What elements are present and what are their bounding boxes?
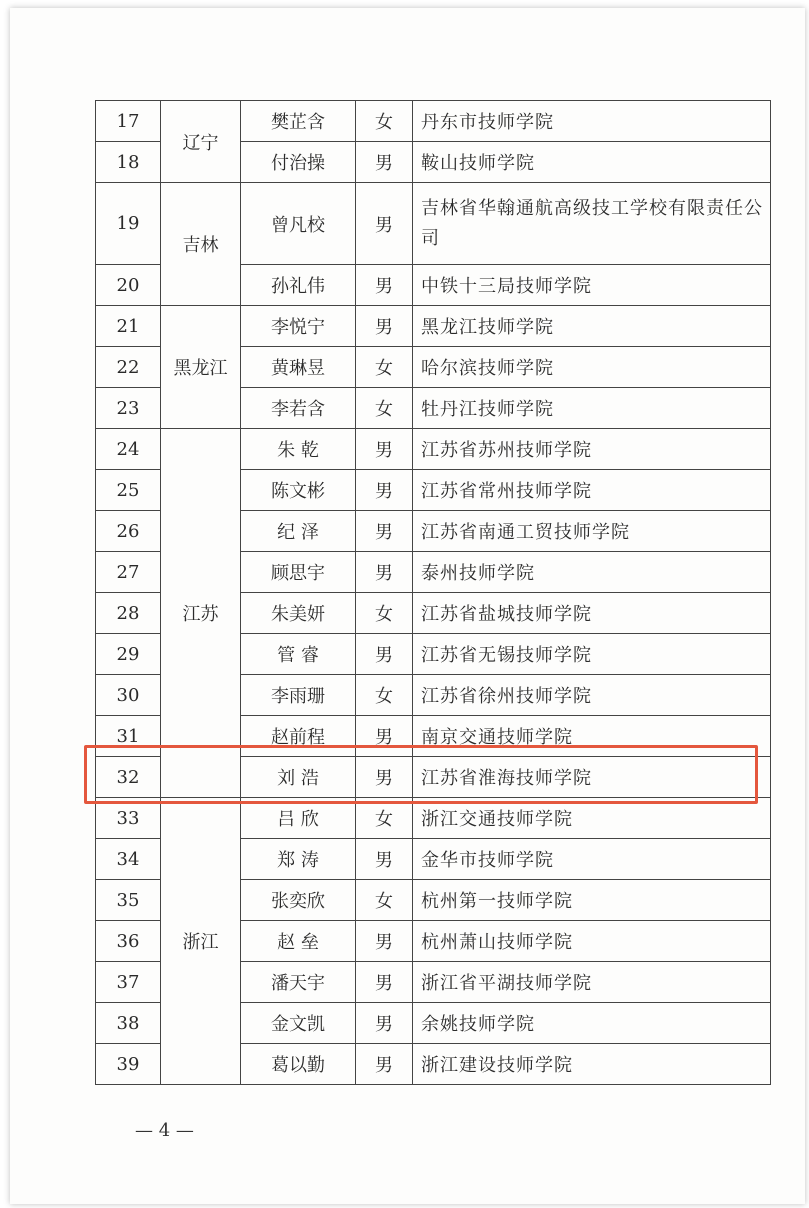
row-number: 30 bbox=[96, 675, 161, 716]
name-cell: 陈文彬 bbox=[241, 470, 356, 511]
name-cell: 管 睿 bbox=[241, 634, 356, 675]
province-cell: 江苏 bbox=[161, 429, 241, 798]
row-number: 32 bbox=[96, 757, 161, 798]
row-number: 23 bbox=[96, 388, 161, 429]
organization-cell: 江苏省盐城技师学院 bbox=[413, 593, 771, 634]
gender-cell: 男 bbox=[356, 757, 413, 798]
table-row bbox=[96, 429, 771, 470]
organization-cell: 江苏省徐州技师学院 bbox=[413, 675, 771, 716]
gender-cell: 男 bbox=[356, 921, 413, 962]
organization-cell: 杭州第一技师学院 bbox=[413, 880, 771, 921]
gender-cell: 男 bbox=[356, 716, 413, 757]
name-cell: 黄琳昱 bbox=[241, 347, 356, 388]
row-number: 34 bbox=[96, 839, 161, 880]
organization-cell: 江苏省淮海技师学院 bbox=[413, 757, 771, 798]
row-number: 21 bbox=[96, 306, 161, 347]
row-number: 39 bbox=[96, 1044, 161, 1085]
gender-cell: 男 bbox=[356, 183, 413, 265]
name-cell: 李雨珊 bbox=[241, 675, 356, 716]
province-cell: 吉林 bbox=[161, 183, 241, 306]
organization-cell: 牡丹江技师学院 bbox=[413, 388, 771, 429]
row-number: 31 bbox=[96, 716, 161, 757]
table-row bbox=[96, 306, 771, 347]
row-number: 28 bbox=[96, 593, 161, 634]
organization-cell: 江苏省常州技师学院 bbox=[413, 470, 771, 511]
name-cell: 赵 垒 bbox=[241, 921, 356, 962]
row-number: 26 bbox=[96, 511, 161, 552]
row-number: 24 bbox=[96, 429, 161, 470]
name-cell: 孙礼伟 bbox=[241, 265, 356, 306]
name-cell: 李悦宁 bbox=[241, 306, 356, 347]
gender-cell: 女 bbox=[356, 347, 413, 388]
organization-cell: 浙江省平湖技师学院 bbox=[413, 962, 771, 1003]
name-cell: 金文凯 bbox=[241, 1003, 356, 1044]
gender-cell: 女 bbox=[356, 101, 413, 142]
row-number: 19 bbox=[96, 183, 161, 265]
page-number: — 4 — bbox=[135, 1120, 194, 1141]
gender-cell: 男 bbox=[356, 306, 413, 347]
province-cell: 浙江 bbox=[161, 798, 241, 1085]
organization-cell: 中铁十三局技师学院 bbox=[413, 265, 771, 306]
row-number: 20 bbox=[96, 265, 161, 306]
name-cell: 郑 涛 bbox=[241, 839, 356, 880]
organization-cell: 浙江建设技师学院 bbox=[413, 1044, 771, 1085]
organization-cell: 泰州技师学院 bbox=[413, 552, 771, 593]
organization-cell: 吉林省华翰通航高级技工学校有限责任公司 bbox=[413, 183, 771, 265]
gender-cell: 男 bbox=[356, 634, 413, 675]
row-number: 29 bbox=[96, 634, 161, 675]
row-number: 18 bbox=[96, 142, 161, 183]
row-number: 17 bbox=[96, 101, 161, 142]
name-cell: 曾凡校 bbox=[241, 183, 356, 265]
name-cell: 顾思宇 bbox=[241, 552, 356, 593]
row-number: 38 bbox=[96, 1003, 161, 1044]
organization-cell: 黑龙江技师学院 bbox=[413, 306, 771, 347]
row-number: 22 bbox=[96, 347, 161, 388]
gender-cell: 男 bbox=[356, 429, 413, 470]
gender-cell: 男 bbox=[356, 511, 413, 552]
gender-cell: 男 bbox=[356, 839, 413, 880]
gender-cell: 女 bbox=[356, 593, 413, 634]
organization-cell: 杭州萧山技师学院 bbox=[413, 921, 771, 962]
organization-cell: 江苏省苏州技师学院 bbox=[413, 429, 771, 470]
row-number: 25 bbox=[96, 470, 161, 511]
gender-cell: 男 bbox=[356, 142, 413, 183]
name-cell: 樊芷含 bbox=[241, 101, 356, 142]
awardee-table-container bbox=[95, 100, 770, 1084]
gender-cell: 女 bbox=[356, 388, 413, 429]
organization-cell: 江苏省无锡技师学院 bbox=[413, 634, 771, 675]
name-cell: 纪 泽 bbox=[241, 511, 356, 552]
organization-cell: 江苏省南通工贸技师学院 bbox=[413, 511, 771, 552]
row-number: 36 bbox=[96, 921, 161, 962]
name-cell: 朱美妍 bbox=[241, 593, 356, 634]
row-number: 35 bbox=[96, 880, 161, 921]
name-cell: 刘 浩 bbox=[241, 757, 356, 798]
row-number: 37 bbox=[96, 962, 161, 1003]
gender-cell: 男 bbox=[356, 1003, 413, 1044]
name-cell: 付治操 bbox=[241, 142, 356, 183]
organization-cell: 南京交通技师学院 bbox=[413, 716, 771, 757]
gender-cell: 男 bbox=[356, 470, 413, 511]
organization-cell: 浙江交通技师学院 bbox=[413, 798, 771, 839]
table-row bbox=[96, 101, 771, 142]
organization-cell: 哈尔滨技师学院 bbox=[413, 347, 771, 388]
gender-cell: 女 bbox=[356, 798, 413, 839]
gender-cell: 男 bbox=[356, 962, 413, 1003]
gender-cell: 男 bbox=[356, 552, 413, 593]
table-row bbox=[96, 798, 771, 839]
name-cell: 葛以勤 bbox=[241, 1044, 356, 1085]
organization-cell: 余姚技师学院 bbox=[413, 1003, 771, 1044]
name-cell: 赵前程 bbox=[241, 716, 356, 757]
name-cell: 吕 欣 bbox=[241, 798, 356, 839]
gender-cell: 女 bbox=[356, 880, 413, 921]
awardee-table bbox=[95, 100, 771, 1085]
gender-cell: 男 bbox=[356, 1044, 413, 1085]
gender-cell: 女 bbox=[356, 675, 413, 716]
name-cell: 李若含 bbox=[241, 388, 356, 429]
organization-cell: 金华市技师学院 bbox=[413, 839, 771, 880]
row-number: 33 bbox=[96, 798, 161, 839]
organization-cell: 鞍山技师学院 bbox=[413, 142, 771, 183]
province-cell: 黑龙江 bbox=[161, 306, 241, 429]
name-cell: 潘天宇 bbox=[241, 962, 356, 1003]
row-number: 27 bbox=[96, 552, 161, 593]
gender-cell: 男 bbox=[356, 265, 413, 306]
name-cell: 张奕欣 bbox=[241, 880, 356, 921]
province-cell: 辽宁 bbox=[161, 101, 241, 183]
organization-cell: 丹东市技师学院 bbox=[413, 101, 771, 142]
table-row bbox=[96, 183, 771, 265]
name-cell: 朱 乾 bbox=[241, 429, 356, 470]
